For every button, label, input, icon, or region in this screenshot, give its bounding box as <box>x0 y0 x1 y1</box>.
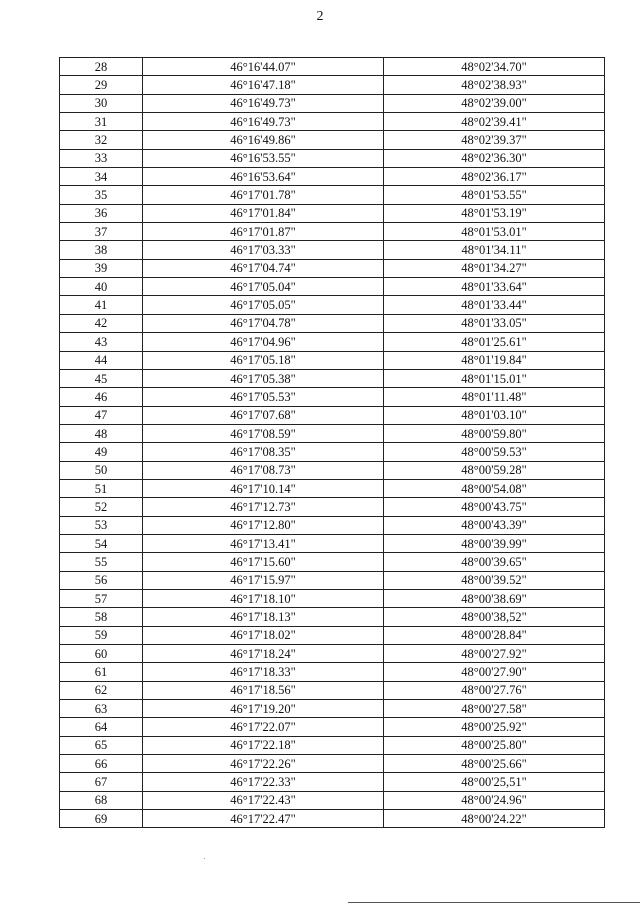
table-row <box>60 406 605 424</box>
longitude-cell: 48°00'24.96" <box>384 791 605 809</box>
longitude-cell: 48°00'59.80" <box>384 424 605 442</box>
latitude-cell: 46°16'44.07" <box>143 58 384 76</box>
longitude-cell: 48°02'39.37" <box>384 131 605 149</box>
table-row <box>60 608 605 626</box>
longitude-cell: 48°01'11.48" <box>384 388 605 406</box>
point-number-cell: 67 <box>60 773 143 791</box>
latitude-cell: 46°17'22.47" <box>143 810 384 828</box>
coordinates-table-body <box>60 58 605 828</box>
coordinates-table <box>59 57 605 828</box>
point-number-cell: 61 <box>60 663 143 681</box>
point-number-cell: 32 <box>60 131 143 149</box>
table-row <box>60 76 605 94</box>
longitude-cell: 48°00'27.92" <box>384 645 605 663</box>
table-row <box>60 296 605 314</box>
table-row <box>60 443 605 461</box>
latitude-cell: 46°16'53.64" <box>143 168 384 186</box>
longitude-cell: 48°00'27.90" <box>384 663 605 681</box>
latitude-cell: 46°17'22.33" <box>143 773 384 791</box>
point-number-cell: 47 <box>60 406 143 424</box>
latitude-cell: 46°16'47.18" <box>143 76 384 94</box>
latitude-cell: 46°17'18.13" <box>143 608 384 626</box>
table-row <box>60 204 605 222</box>
table-row <box>60 223 605 241</box>
table-row <box>60 589 605 607</box>
table-row <box>60 333 605 351</box>
longitude-cell: 48°00'38.69" <box>384 589 605 607</box>
point-number-cell: 49 <box>60 443 143 461</box>
table-row <box>60 424 605 442</box>
table-row <box>60 149 605 167</box>
table-row <box>60 626 605 644</box>
table-row <box>60 571 605 589</box>
longitude-cell: 48°02'38.93" <box>384 76 605 94</box>
longitude-cell: 48°00'38,52" <box>384 608 605 626</box>
latitude-cell: 46°17'22.07" <box>143 718 384 736</box>
longitude-cell: 48°01'53.01" <box>384 223 605 241</box>
page-number: 2 <box>316 9 324 24</box>
table-row <box>60 131 605 149</box>
table-row <box>60 681 605 699</box>
point-number-cell: 43 <box>60 333 143 351</box>
latitude-cell: 46°17'18.24" <box>143 645 384 663</box>
latitude-cell: 46°17'01.87" <box>143 223 384 241</box>
longitude-cell: 48°00'54.08" <box>384 479 605 497</box>
longitude-cell: 48°00'25.80" <box>384 736 605 754</box>
latitude-cell: 46°17'18.10" <box>143 589 384 607</box>
latitude-cell: 46°17'13.41" <box>143 534 384 552</box>
point-number-cell: 54 <box>60 534 143 552</box>
point-number-cell: 58 <box>60 608 143 626</box>
point-number-cell: 51 <box>60 479 143 497</box>
longitude-cell: 48°02'34.70" <box>384 58 605 76</box>
latitude-cell: 46°17'08.59" <box>143 424 384 442</box>
table-row <box>60 259 605 277</box>
longitude-cell: 48°00'27.76" <box>384 681 605 699</box>
table-row <box>60 369 605 387</box>
table-row <box>60 810 605 828</box>
longitude-cell: 48°00'43.39" <box>384 516 605 534</box>
point-number-cell: 59 <box>60 626 143 644</box>
point-number-cell: 38 <box>60 241 143 259</box>
table-row <box>60 553 605 571</box>
table-row <box>60 718 605 736</box>
point-number-cell: 64 <box>60 718 143 736</box>
point-number-cell: 33 <box>60 149 143 167</box>
point-number-cell: 40 <box>60 278 143 296</box>
point-number-cell: 34 <box>60 168 143 186</box>
longitude-cell: 48°00'24.22" <box>384 810 605 828</box>
latitude-cell: 46°17'19.20" <box>143 700 384 718</box>
longitude-cell: 48°01'53.55" <box>384 186 605 204</box>
point-number-cell: 35 <box>60 186 143 204</box>
point-number-cell: 62 <box>60 681 143 699</box>
latitude-cell: 46°17'22.18" <box>143 736 384 754</box>
point-number-cell: 36 <box>60 204 143 222</box>
latitude-cell: 46°16'49.86" <box>143 131 384 149</box>
table-row <box>60 755 605 773</box>
longitude-cell: 48°00'25.66" <box>384 755 605 773</box>
latitude-cell: 46°17'05.38" <box>143 369 384 387</box>
longitude-cell: 48°01'33.64" <box>384 278 605 296</box>
latitude-cell: 46°17'08.73" <box>143 461 384 479</box>
latitude-cell: 46°17'05.05" <box>143 296 384 314</box>
table-row <box>60 278 605 296</box>
table-row <box>60 241 605 259</box>
latitude-cell: 46°17'01.78" <box>143 186 384 204</box>
latitude-cell: 46°17'05.53" <box>143 388 384 406</box>
longitude-cell: 48°02'39.41" <box>384 113 605 131</box>
point-number-cell: 56 <box>60 571 143 589</box>
point-number-cell: 68 <box>60 791 143 809</box>
longitude-cell: 48°01'19.84" <box>384 351 605 369</box>
longitude-cell: 48°00'43.75" <box>384 498 605 516</box>
point-number-cell: 28 <box>60 58 143 76</box>
table-row <box>60 461 605 479</box>
point-number-cell: 45 <box>60 369 143 387</box>
latitude-cell: 46°17'12.73" <box>143 498 384 516</box>
point-number-cell: 60 <box>60 645 143 663</box>
table-row <box>60 314 605 332</box>
point-number-cell: 69 <box>60 810 143 828</box>
latitude-cell: 46°17'04.78" <box>143 314 384 332</box>
longitude-cell: 48°01'53.19" <box>384 204 605 222</box>
latitude-cell: 46°17'12.80" <box>143 516 384 534</box>
longitude-cell: 48°00'28.84" <box>384 626 605 644</box>
point-number-cell: 41 <box>60 296 143 314</box>
longitude-cell: 48°00'59.53" <box>384 443 605 461</box>
latitude-cell: 46°17'18.56" <box>143 681 384 699</box>
table-row <box>60 736 605 754</box>
latitude-cell: 46°16'49.73" <box>143 113 384 131</box>
table-row <box>60 351 605 369</box>
longitude-cell: 48°01'03.10" <box>384 406 605 424</box>
point-number-cell: 42 <box>60 314 143 332</box>
table-row <box>60 791 605 809</box>
latitude-cell: 46°17'22.26" <box>143 755 384 773</box>
point-number-cell: 48 <box>60 424 143 442</box>
latitude-cell: 46°17'07.68" <box>143 406 384 424</box>
point-number-cell: 44 <box>60 351 143 369</box>
longitude-cell: 48°00'39.65" <box>384 553 605 571</box>
latitude-cell: 46°17'05.18" <box>143 351 384 369</box>
table-row <box>60 516 605 534</box>
latitude-cell: 46°16'49.73" <box>143 94 384 112</box>
latitude-cell: 46°17'08.35" <box>143 443 384 461</box>
point-number-cell: 55 <box>60 553 143 571</box>
longitude-cell: 48°00'25.92" <box>384 718 605 736</box>
longitude-cell: 48°02'39.00" <box>384 94 605 112</box>
longitude-cell: 48°02'36.17" <box>384 168 605 186</box>
point-number-cell: 39 <box>60 259 143 277</box>
point-number-cell: 65 <box>60 736 143 754</box>
table-row <box>60 700 605 718</box>
table-row <box>60 113 605 131</box>
latitude-cell: 46°16'53.55" <box>143 149 384 167</box>
point-number-cell: 30 <box>60 94 143 112</box>
table-row <box>60 534 605 552</box>
longitude-cell: 48°00'25,51" <box>384 773 605 791</box>
latitude-cell: 46°17'05.04" <box>143 278 384 296</box>
longitude-cell: 48°01'33.44" <box>384 296 605 314</box>
longitude-cell: 48°00'39.99" <box>384 534 605 552</box>
point-number-cell: 46 <box>60 388 143 406</box>
point-number-cell: 37 <box>60 223 143 241</box>
table-row <box>60 479 605 497</box>
point-number-cell: 50 <box>60 461 143 479</box>
longitude-cell: 48°01'34.27" <box>384 259 605 277</box>
latitude-cell: 46°17'15.97" <box>143 571 384 589</box>
point-number-cell: 31 <box>60 113 143 131</box>
longitude-cell: 48°01'34.11" <box>384 241 605 259</box>
latitude-cell: 46°17'04.96" <box>143 333 384 351</box>
longitude-cell: 48°00'59.28" <box>384 461 605 479</box>
latitude-cell: 46°17'18.02" <box>143 626 384 644</box>
table-row <box>60 168 605 186</box>
scan-speck <box>204 858 205 859</box>
longitude-cell: 48°01'15.01" <box>384 369 605 387</box>
latitude-cell: 46°17'15.60" <box>143 553 384 571</box>
point-number-cell: 29 <box>60 76 143 94</box>
point-number-cell: 63 <box>60 700 143 718</box>
longitude-cell: 48°00'39.52" <box>384 571 605 589</box>
longitude-cell: 48°01'33.05" <box>384 314 605 332</box>
latitude-cell: 46°17'03.33" <box>143 241 384 259</box>
point-number-cell: 57 <box>60 589 143 607</box>
table-row <box>60 645 605 663</box>
point-number-cell: 53 <box>60 516 143 534</box>
table-row <box>60 663 605 681</box>
longitude-cell: 48°01'25.61" <box>384 333 605 351</box>
latitude-cell: 46°17'10.14" <box>143 479 384 497</box>
point-number-cell: 52 <box>60 498 143 516</box>
table-row <box>60 94 605 112</box>
latitude-cell: 46°17'22.43" <box>143 791 384 809</box>
latitude-cell: 46°17'04.74" <box>143 259 384 277</box>
table-row <box>60 186 605 204</box>
point-number-cell: 66 <box>60 755 143 773</box>
table-row <box>60 773 605 791</box>
latitude-cell: 46°17'18.33" <box>143 663 384 681</box>
table-row <box>60 498 605 516</box>
longitude-cell: 48°00'27.58" <box>384 700 605 718</box>
table-row <box>60 388 605 406</box>
table-row <box>60 58 605 76</box>
footer-rule <box>348 902 640 903</box>
longitude-cell: 48°02'36.30" <box>384 149 605 167</box>
latitude-cell: 46°17'01.84" <box>143 204 384 222</box>
